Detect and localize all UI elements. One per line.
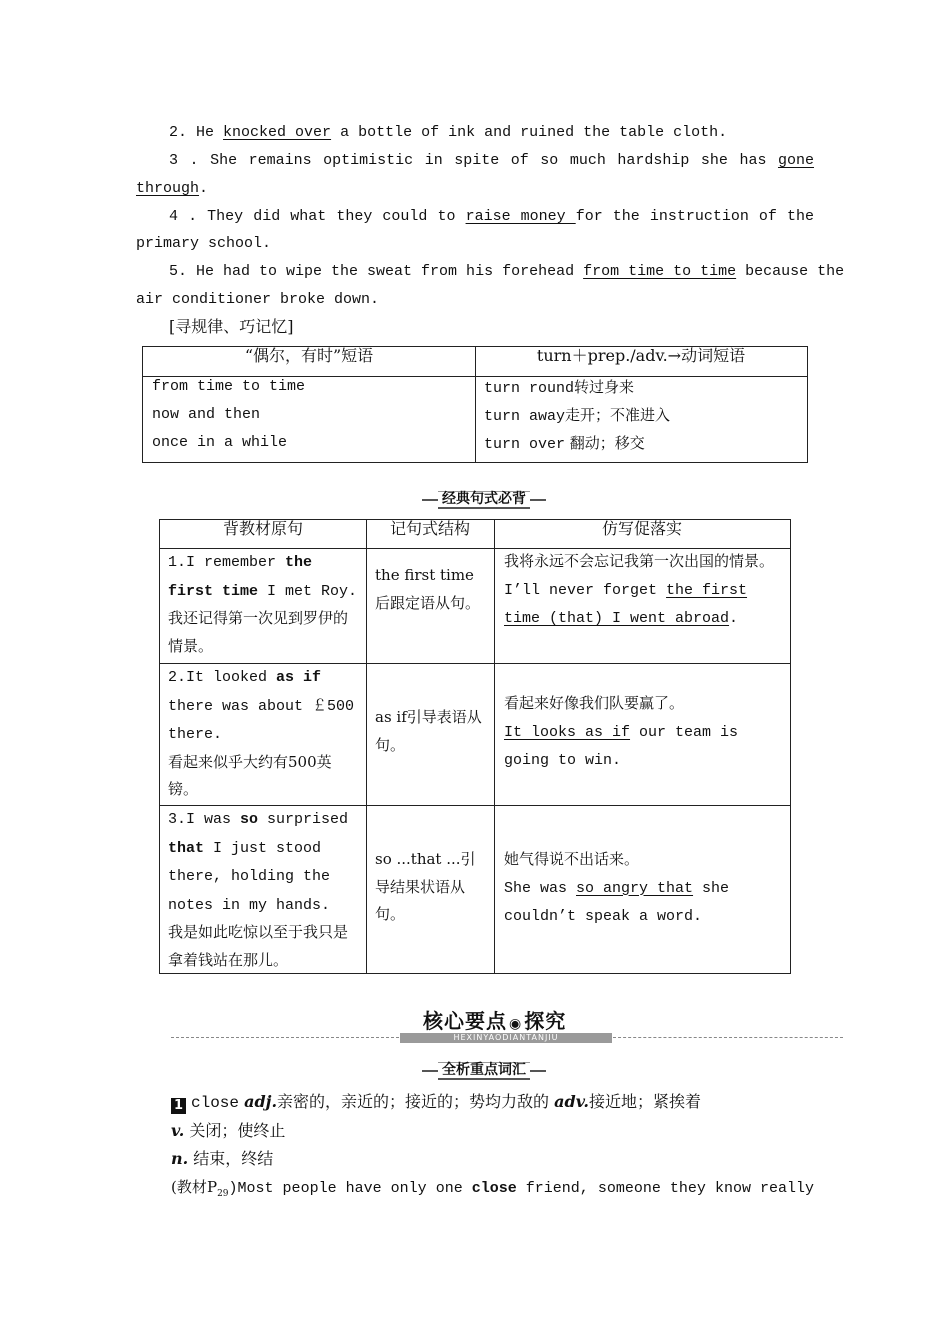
memory-heading: [寻规律、巧记忆] xyxy=(169,317,294,336)
sentence-pattern-table xyxy=(159,519,791,974)
phrase-item: once in a while xyxy=(152,434,288,451)
divider-right xyxy=(613,1037,843,1038)
entry-number-badge: 1 xyxy=(171,1098,186,1114)
answer-underline: the first time (that) I went abroad xyxy=(504,581,748,627)
phrase-item: turn away走开；不准进入 xyxy=(484,406,671,425)
vocab-entry-close: 1 close adj.亲密的，亲近的；接近的；势均力敌的 adv.接近地；紧挨着 xyxy=(171,1093,701,1114)
table-row-2-original: 2.It looked as if there was about ￡500 there. 看起来似乎大约有500英镑。 xyxy=(168,669,355,798)
divider-left xyxy=(171,1037,399,1038)
table-row-2-imitation: 看起来好像我们队要赢了。 It looks as if our team is going to win. xyxy=(504,694,739,769)
table-row-3-original: 3.I was so surprised that I just stood there, holding the notes in my hands. 我是如此吃惊以至于我只是拿着钱站在那儿。 xyxy=(168,811,349,969)
phrase-table xyxy=(142,346,808,463)
table-row-3-imitation: 她气得说不出话来。 She was so angry that she couldn’t speak a word. xyxy=(504,850,730,925)
sentence-3-cont: through. xyxy=(136,180,209,197)
sentence-3: 3 . She remains optimistic in spite of so much hardship she has gone xyxy=(169,152,814,169)
section-banner-classic-sentences: 经典句式必背 xyxy=(422,491,546,509)
vocab-example: (教材$P_{29})Most$ people have only one close friend, someone they know really xyxy=(171,1178,814,1199)
answer-underline: raise money xyxy=(465,208,576,225)
sentence-4-cont: primary school. xyxy=(136,235,272,252)
vocab-sense-verb: v. 关闭；使终止 xyxy=(171,1121,286,1140)
arrow-circle-icon: ◉ xyxy=(509,1016,523,1032)
sentence-4: 4 . They did what they could to raise money for the instruction of the xyxy=(169,208,814,225)
answer-underline: It looks as if xyxy=(504,723,631,741)
answer-underline: so angry that xyxy=(576,879,694,897)
table-row-2-structure: as if引导表语从句。 xyxy=(375,708,482,754)
table-row-1-original: 1.I remember the first time I met Roy. 我还记得第一次见到罗伊的情景。 xyxy=(168,554,358,655)
sentence-2: 2. He knocked over a bottle of ink and ruined the table cloth. xyxy=(169,124,728,141)
core-section-title: 核心要点 ◉ 探究 xyxy=(423,1009,567,1033)
phrase-item: turn over 翻动；移交 xyxy=(484,434,645,453)
section-banner-vocabulary: 全析重点词汇 xyxy=(422,1062,546,1080)
table-header-structure: 记句式结构 xyxy=(389,519,470,538)
table-header-imitation: 仿写促落实 xyxy=(601,519,682,538)
table-row-1-imitation: 我将永远不会忘记我第一次出国的情景。 I’ll never forget the first time (that) I went abroad. xyxy=(504,552,775,627)
table-header-original: 背教材原句 xyxy=(222,519,303,538)
phrase-item: from time to time xyxy=(152,378,306,395)
answer-underline: from time to time xyxy=(583,263,737,280)
sentence-5-cont: air conditioner broke down. xyxy=(136,291,380,308)
sentence-5: 5. He had to wipe the sweat from his forehead from time to time because the xyxy=(169,263,845,280)
core-section-subtitle: HEXINYAODIANTANJIU xyxy=(400,1033,612,1043)
answer-underline: gone xyxy=(777,152,814,169)
phrase-table-header-right: turn＋prep./adv.→动词短语 xyxy=(536,346,746,365)
vocab-sense-noun: n. 结束，终结 xyxy=(171,1149,274,1168)
phrase-item: turn round转过身来 xyxy=(484,378,635,397)
table-row-1-structure: the first time后跟定语从句。 xyxy=(375,566,481,612)
phrase-item: now and then xyxy=(152,406,261,423)
phrase-table-header-left: “偶尔，有时”短语 xyxy=(244,346,374,365)
table-row-3-structure: so ...that ...引导结果状语从句。 xyxy=(375,850,476,923)
answer-underline: knocked over xyxy=(223,124,332,141)
answer-underline: through xyxy=(136,180,200,197)
